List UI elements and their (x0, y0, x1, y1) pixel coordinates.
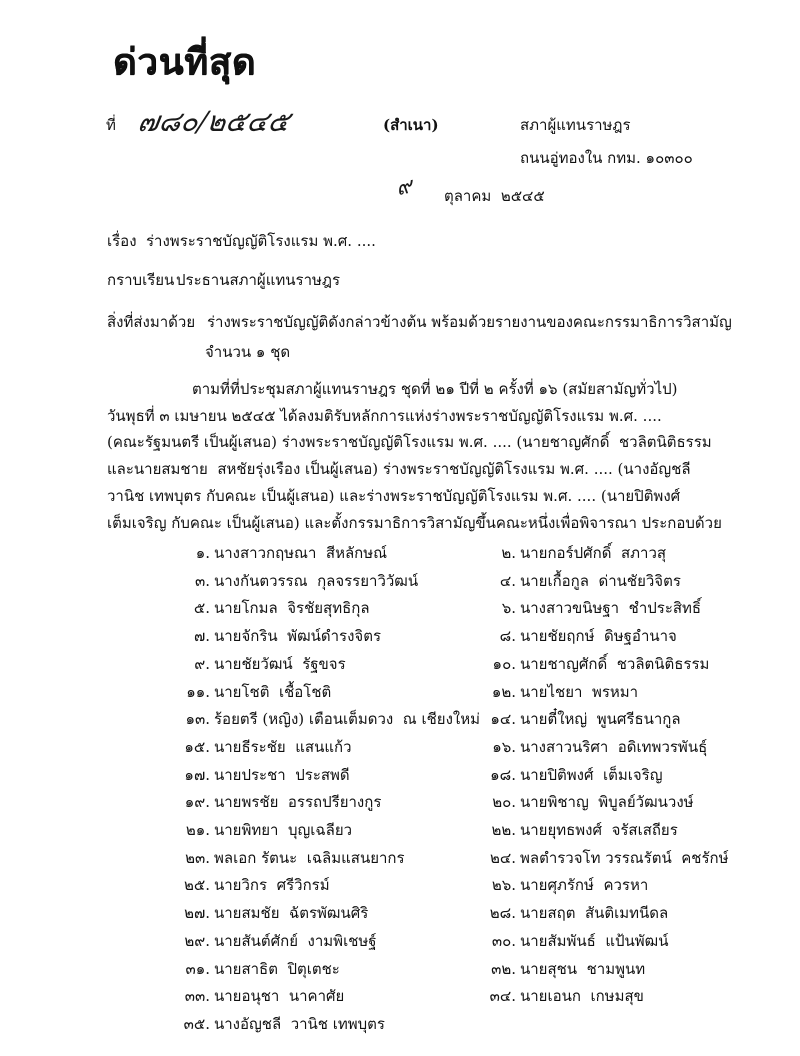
member-name: นายธีระชัย แสนแก้ว (214, 737, 352, 756)
date-day: ๙ (393, 173, 415, 202)
member-name: นายไชยา พรหมา (520, 682, 639, 701)
member-name: นายวิกร ศรีวิกรม์ (214, 876, 330, 895)
member-name: นายประชา ประสพดี (214, 765, 350, 784)
member-item (160, 652, 480, 676)
member-name: นางกันตวรรณ กุลจรรยาวิวัฒน์ (214, 571, 419, 590)
member-number: ๓๔. (489, 987, 516, 1006)
member-number: ๓๕. (183, 1014, 210, 1033)
member-number: ๒๑. (185, 821, 210, 839)
member-name: นางสาวขนิษฐา ชำประสิทธิ์ (520, 599, 702, 618)
salutation-text: ประธานสภาผู้แทนราษฎร (176, 271, 341, 289)
member-name: นางสาวนริศา อดิเทพวรพันธุ์ (520, 737, 708, 756)
member-name: นายโชติ เชื้อโชติ (214, 682, 332, 701)
body-line: ตามที่ที่ประชุมสภาผู้แทนราษฎร ชุดที่ ๒๑ ปีที่ ๒ ครั้งที่ ๑๖ (สมัยสามัญทั่วไป) (192, 380, 678, 398)
member-number: ๒๙. (184, 931, 210, 950)
enclosure-text: ร่างพระราชบัญญัติดังกล่าวข้างต้น พร้อมด้วยรายงานของคณะกรรมาธิการวิสามัญ (207, 313, 732, 331)
member-number: ๖. (501, 599, 516, 618)
member-item (160, 818, 480, 842)
member-name: นายอนุชา นาคาศัย (214, 987, 345, 1006)
member-number: ๓๐. (491, 931, 516, 950)
urgency-stamp: ด่วนที่สุด (113, 41, 257, 83)
body-line: วานิช เทพบุตร กับคณะ เป็นผู้เสนอ) และร่างพระราชบัญญัติโรงแรม พ.ศ. .... (นายปิติพงศ์ (107, 487, 681, 505)
date-month-year: ตุลาคม ๒๕๔๕ (444, 187, 545, 205)
body-line: วันพุธที่ ๓ เมษายน ๒๕๔๕ ได้ลงมติรับหลักการแห่งร่างพระราชบัญญัติโรงแรม พ.ศ. .... (107, 407, 662, 425)
organization-name: สภาผู้แทนราษฎร (520, 116, 631, 134)
copy-label: (สำเนา) (383, 116, 439, 134)
member-item (466, 707, 790, 731)
member-number: ๑๒. (491, 682, 516, 701)
member-name: นายสุชน ชามพูนท (520, 959, 646, 978)
member-item (466, 901, 790, 925)
member-number: ๑๙. (184, 793, 210, 812)
member-name: นายยุทธพงศ์ จรัสเสถียร (520, 821, 678, 839)
member-item (466, 541, 790, 565)
member-item (466, 984, 790, 1008)
organization-address: ถนนอู่ทองใน กทม. ๑๐๓๐๐ (520, 149, 693, 167)
member-name: นายสันต์ศักย์ งามพิเชษฐ์ (214, 931, 377, 950)
member-number: ๑. (195, 544, 210, 562)
subject-text: ร่างพระราชบัญญัติโรงแรม พ.ศ. .... (146, 232, 376, 250)
member-name: นายตี๋ใหญ่ พูนศรีธนากูล (520, 710, 681, 729)
member-number: ๑๔. (490, 710, 516, 729)
member-name: นายเอนก เกษมสุข (520, 987, 644, 1006)
member-name: พลตำรวจโท วรรณรัตน์ คชรักษ์ (520, 848, 729, 867)
member-number: ๒๕. (183, 876, 210, 895)
member-number: ๗. (193, 627, 210, 646)
member-item (466, 624, 790, 648)
member-number: ๒๔. (489, 848, 516, 867)
member-number: ๒๒. (491, 821, 516, 839)
member-item (160, 735, 480, 759)
member-number: ๑๓. (185, 710, 210, 729)
enclosure-label: สิ่งที่ส่งมาด้วย (107, 313, 196, 331)
member-name: นายสมชัย ฉัตรพัฒนศิริ (214, 904, 369, 923)
member-name: นายกอร์ปศักดิ์ สภาวสุ (520, 544, 667, 562)
member-number: ๙. (194, 654, 210, 673)
member-item (466, 596, 790, 620)
member-item (160, 624, 480, 648)
member-item (160, 541, 480, 565)
member-number: ๒๓. (185, 848, 210, 867)
member-item (466, 680, 790, 704)
member-name: นายพิชาญ พิบูลย์วัฒนวงษ์ (520, 793, 694, 812)
member-number: ๑๗. (184, 765, 210, 784)
member-name: นายสฤต สันติเมทนีดล (520, 904, 669, 923)
reference-number: ๗๘๐/๒๕๔๕ (135, 105, 292, 138)
member-number: ๒๐. (492, 793, 516, 812)
subject-label: เรื่อง (107, 232, 137, 250)
member-item (466, 569, 790, 593)
member-name: ร้อยตรี (หญิง) เตือนเต็มดวง ณ เชียงใหม่ (214, 710, 481, 729)
member-item (160, 957, 480, 981)
member-item (160, 1012, 480, 1036)
member-number: ๑๕. (184, 737, 210, 756)
member-item (466, 735, 790, 759)
member-number: ๘. (499, 627, 516, 646)
body-line: และนายสมชาย สหชัยรุ่งเรือง เป็นผู้เสนอ) ร่างพระราชบัญญัติโรงแรม พ.ศ. .... (นางอัญชลี (107, 460, 691, 478)
member-name: พลเอก รัตนะ เฉลิมแสนยากร (214, 848, 405, 867)
member-name: นายศุภรักษ์ ควรหา (520, 876, 649, 895)
member-item (160, 680, 480, 704)
member-name: นายปิติพงศ์ เต็มเจริญ (520, 765, 663, 784)
member-item (466, 818, 790, 842)
member-item (466, 873, 790, 897)
member-name: นางสาวกฤษณา สีหลักษณ์ (214, 544, 388, 562)
member-item (466, 957, 790, 981)
member-item (160, 763, 480, 787)
member-number: ๑๘. (490, 765, 516, 784)
member-number: ๒. (501, 544, 516, 562)
member-number: ๒๘. (489, 904, 516, 923)
member-name: นายพรชัย อรรถปรียางกูร (214, 793, 382, 812)
member-item (160, 596, 480, 620)
member-number: ๓๓. (184, 987, 210, 1006)
member-item (160, 569, 480, 593)
member-item (160, 846, 480, 870)
member-number: ๓๑. (185, 959, 210, 978)
member-number: ๔. (499, 571, 516, 590)
member-name: นายชัยวัฒน์ รัฐขจร (214, 654, 346, 673)
member-name: นายสาธิต ปิตุเตชะ (214, 959, 340, 978)
member-item (466, 846, 790, 870)
member-number: ๓๒. (491, 959, 516, 978)
member-item (160, 873, 480, 897)
member-item (160, 929, 480, 953)
member-number: ๕. (193, 599, 210, 618)
member-number: ๑๐. (492, 654, 516, 673)
member-item (160, 901, 480, 925)
member-item (466, 652, 790, 676)
member-item (160, 707, 480, 731)
enclosure-quantity: จำนวน ๑ ชุด (205, 343, 291, 361)
member-name: นายพิทยา บุญเฉลียว (214, 821, 353, 839)
body-line: เต็มเจริญ กับคณะ เป็นผู้เสนอ) และตั้งกรรมาธิการวิสามัญขึ้นคณะหนึ่งเพื่อพิจารณา ประกอบด้วย (107, 514, 722, 532)
member-item (466, 929, 790, 953)
member-number: ๑๖. (492, 737, 516, 756)
member-name: นางอัญชลี วานิช เทพบุตร (214, 1014, 385, 1033)
body-line: (คณะรัฐมนตรี เป็นผู้เสนอ) ร่างพระราชบัญญัติโรงแรม พ.ศ. .... (นายชาญศักดิ์ ชวลิตนิติธรรม (107, 433, 712, 451)
member-number: ๓. (194, 571, 210, 590)
reference-label: ที่ (106, 116, 116, 134)
member-number: ๒๗. (184, 904, 210, 923)
member-item (160, 984, 480, 1008)
member-name: นายโกมล จิรชัยสุทธิกุล (214, 599, 370, 618)
member-item (160, 790, 480, 814)
member-item (466, 763, 790, 787)
member-name: นายจักริน พัฒน์ดำรงจิตร (214, 627, 382, 646)
member-name: นายชาญศักดิ์ ชวลิตนิติธรรม (520, 654, 710, 673)
member-name: นายชัยฤกษ์ ดิษฐอำนาจ (520, 627, 677, 646)
member-number: ๒๖. (491, 876, 516, 895)
member-number: ๑๑. (186, 682, 210, 701)
member-name: นายเกื้อกูล ด่านชัยวิจิตร (520, 571, 681, 590)
member-name: นายสัมพันธ์ แป้นพัฒน์ (520, 931, 669, 950)
salutation-label: กราบเรียน (107, 271, 175, 289)
member-item (466, 790, 790, 814)
